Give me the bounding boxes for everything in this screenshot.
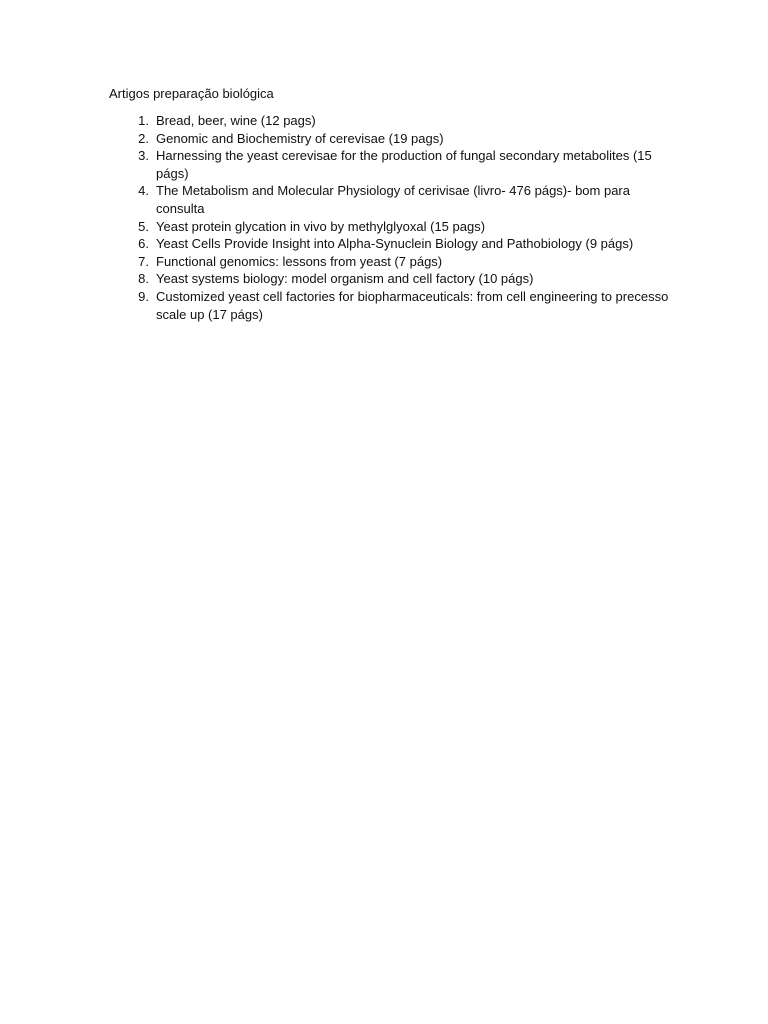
list-item-number: 8. bbox=[138, 271, 149, 287]
list-item-text: The Metabolism and Molecular Physiology of cerivisae (livro- 476 págs)- bom para consulta bbox=[156, 183, 630, 216]
list-item-text: Yeast protein glycation in vivo by methylglyoxal (15 pags) bbox=[156, 218, 486, 234]
list-item-text: Yeast Cells Provide Insight into Alpha-Synuclein Biology and Pathobiology (9 págs) bbox=[156, 236, 634, 252]
list-item-number: 1. bbox=[138, 113, 149, 128]
article-list bbox=[109, 112, 669, 323]
list-item-text: Yeast systems biology: model organism and cell factory (10 págs) bbox=[156, 271, 534, 287]
list-item bbox=[109, 147, 669, 182]
list-item bbox=[109, 112, 669, 130]
list-item-number: 5. bbox=[138, 218, 149, 234]
list-item-number: 3. bbox=[138, 148, 149, 164]
list-item-number: 7. bbox=[138, 253, 149, 269]
list-item bbox=[109, 182, 669, 217]
list-item-number: 4. bbox=[138, 183, 149, 199]
list-item bbox=[109, 288, 669, 323]
list-item-text: Genomic and Biochemistry of cerevisae (19 pags) bbox=[156, 130, 444, 146]
list-item-text: Customized yeast cell factories for biopharmaceuticals: from cell engineering to precesso scale up (17 págs) bbox=[156, 288, 669, 322]
list-item-number: 6. bbox=[138, 236, 149, 252]
document-title: Artigos preparação biológica bbox=[109, 86, 274, 101]
list-item bbox=[109, 235, 669, 253]
list-item-text: Functional genomics: lessons from yeast (7 págs) bbox=[156, 253, 443, 269]
list-item bbox=[109, 270, 669, 288]
list-item-number: 2. bbox=[138, 130, 149, 146]
list-item bbox=[109, 253, 669, 271]
list-item bbox=[109, 130, 669, 148]
list-item-text: Harnessing the yeast cerevisae for the production of fungal secondary metabolites (15 págs) bbox=[156, 148, 652, 181]
list-item bbox=[109, 218, 669, 236]
list-item-number: 9. bbox=[138, 288, 149, 304]
list-item-text: Bread, beer, wine (12 pags) bbox=[156, 113, 316, 128]
